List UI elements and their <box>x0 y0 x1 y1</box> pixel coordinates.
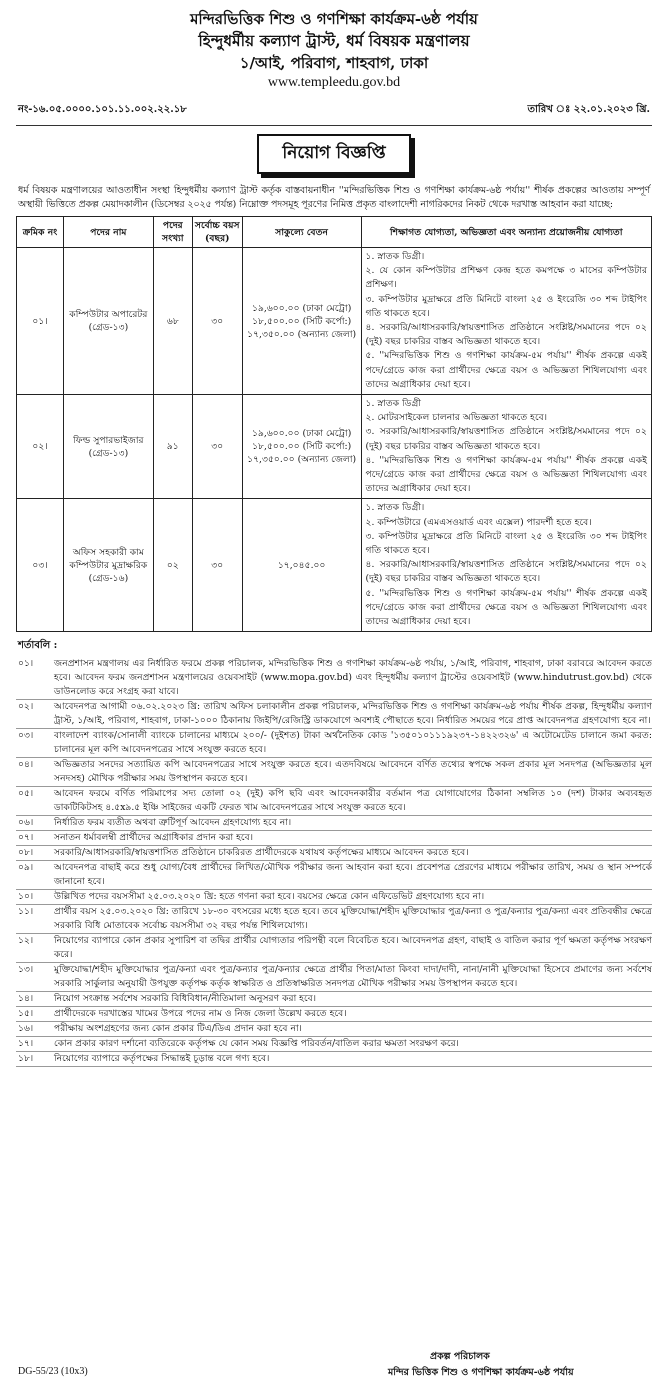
term-number: ১১। <box>18 906 34 918</box>
terms-list <box>16 657 652 1067</box>
term-number: ১০। <box>18 891 34 903</box>
row-serial: ০২। <box>17 395 64 499</box>
term-item <box>16 963 652 992</box>
term-number: ১৪। <box>18 993 34 1005</box>
signatory-title: প্রকল্প পরিচালক <box>430 1351 490 1362</box>
term-number: ০৯। <box>18 862 34 874</box>
term-item <box>16 861 652 890</box>
row-age: ৩০ <box>192 499 242 632</box>
term-number: ০৮। <box>18 847 34 859</box>
term-item <box>16 787 652 816</box>
row-serial: ০১। <box>17 248 64 395</box>
qualification-item: ২. কম্পিউটারে (এমএসওয়ার্ড এবং এক্সেল) পারদর্শী হতে হবে। <box>365 516 592 528</box>
qualification-item: ৫. ''মন্দিরভিত্তিক শিশু ও গণশিক্ষা কার্যক্রম-৫ম পর্যায়'' শীর্ষক প্রকল্পে একই পদে/গ্রেডে কাজ করা প্রার্থীদের ক্ষেত্রে বয়স ও অভিজ্ঞতা শিথিলযোগ্য এবং তাদের অগ্রাধিকার দেয়া হবে। <box>365 587 647 628</box>
row-post: কম্পিউটার অপারেটর (গ্রেড-১৩) <box>63 248 153 395</box>
term-number: ০৬। <box>18 817 34 829</box>
col-serial: ক্রমিক নং <box>17 217 64 248</box>
row-post: অফিস সহকারী কাম কম্পিউটার মুদ্রাক্ষরিক (গ্রেড-১৬) <box>63 499 153 632</box>
qualification-item: ৪. সরকারি/আধাসরকারি/স্বায়ত্তশাসিত প্রতিষ্ঠানে সংশ্লিষ্ট/সমমানের পদে ০২ (দুই) বছর চাকরির বাস্তব অভিজ্ঞতা থাকতে হবে। <box>365 559 647 585</box>
term-text: বাংলাদেশ ব্যাংক/সোনালী ব্যাংকে চালানের মাধ্যমে ২০০/- (দুইশত) টাকা অর্থনৈতিক কোড '১৩৫০১০১১১৯২৩৭-১৪২২৩২৬' এ অটোমেটেড চালানে জমা করত: চালানের মূল কপি আবেদনপত্রের সাথে সংযুক্ত করতে হবে। <box>54 730 652 756</box>
term-item <box>16 1037 652 1052</box>
term-text: প্রার্থীর বয়স ২৫.০৩.২০২০ খ্রি: তারিখে ১৮-৩০ বৎসরের মধ্যে হতে হবে। তবে মুক্তিযোদ্ধা/শহীদ মুক্তিযোদ্ধার পুত্র/কন্যা ও পুত্র/কন্যার পুত্র/কন্যা এবং প্রতিবন্ধীর ক্ষেত্রে সরকারি বিধি মোতাবেক সর্বোচ্চ বয়সসীমা ৩২ বছর পর্যন্ত শিথিলযোগ্য। <box>54 906 652 932</box>
notice-footer <box>0 1344 668 1384</box>
row-post: ফিল্ড সুপারভাইজার (গ্রেড-১৩) <box>63 395 153 499</box>
intro-paragraph: ধর্ম বিষয়ক মন্ত্রণালয়ের আওতাধীন সংস্থা হিন্দুধর্মীয় কল্যাণ ট্রাস্ট কর্তৃক বাস্তবায়নাধীন ''মন্দিরভিত্তিক শিশু ও গণশিক্ষা কার্যক্রম-৬ষ্ঠ পর্যায়'' শীর্ষক প্রকল্পের আওতায় সম্পূর্ণ অস্থায়ী ভিত্তিতে প্রকল্প মেয়াদকালীন (ডিসেম্বর ২০২৫ পর্যন্ত) নিম্নোক্ত পদসমূহ পূরণের নিমিত্ত প্রকৃত বাংলাদেশী নাগরিকদের নিকট থেকে দরখাস্ত আহবান করা যাচ্ছে: <box>18 185 650 210</box>
row-qualification <box>361 499 651 632</box>
term-number: ০২। <box>18 701 34 713</box>
term-item <box>16 890 652 905</box>
qualification-item: ২. যে কোন কম্পিউটার প্রশিক্ষণ কেন্দ্র হতে কমপক্ষে ৩ মাসের কম্পিউটার প্রশিক্ষণ। <box>365 265 647 291</box>
row-count: ৬৮ <box>153 248 192 395</box>
term-number: ১২। <box>18 935 34 947</box>
qualification-item: ৩. কম্পিউটার মুদ্রাক্ষরে প্রতি মিনিটে বাংলা ২৫ ও ইংরেজি ৩০ শব্দ টাইপিং গতি থাকতে হবে। <box>365 293 647 319</box>
row-salary: ১৯,৬০০.০০ (ঢাকা মেট্রো) ১৮,৫০০.০০ (সিটি কর্পো:) ১৭,৩৫০.০০ (অন্যান্য জেলা) <box>242 395 361 499</box>
term-item <box>16 934 652 963</box>
signatory-project: মন্দির ভিত্তিক শিশু ও গণশিক্ষা কার্যক্রম-৬ষ্ঠ পর্যায় <box>388 1367 574 1378</box>
term-number: ০৫। <box>18 788 34 800</box>
term-text: কোন প্রকার কারণ দর্শানো ব্যতিরেকে কর্তৃপক্ষ যে কোন সময় বিজ্ঞপ্তি পরিবর্তন/বাতিল করার ক্ষমতা সংরক্ষণ করে। <box>54 1038 459 1050</box>
term-text: সনাতন ধর্মাবলম্বী প্রার্থীদের অগ্রাধিকার প্রদান করা হবে। <box>54 832 254 844</box>
term-text: নিয়োগ সংক্রান্ত সর্বশেষ সরকারি বিধিবিধান/নীতিমালা অনুসরণ করা হবে। <box>54 993 317 1005</box>
col-salary: সাকুল্যে বেতন <box>242 217 361 248</box>
term-number: ১৩। <box>18 964 34 976</box>
term-number: ০৩। <box>18 730 34 742</box>
notice-header <box>0 8 668 92</box>
vacancy-table <box>16 216 652 632</box>
col-post: পদের নাম <box>63 217 153 248</box>
term-text: নিয়োগের ব্যাপারে কর্তৃপক্ষের সিদ্ধান্তই চূড়ান্ত বলে গণ্য হবে। <box>54 1053 270 1065</box>
term-item <box>16 905 652 934</box>
reference-row <box>0 102 668 119</box>
row-qualification <box>361 395 651 499</box>
term-item <box>16 1022 652 1037</box>
notice-title: নিয়োগ বিজ্ঞপ্তি <box>257 134 411 174</box>
term-text: জনপ্রশাসন মন্ত্রণালয় এর নির্ধারিত ফরমে প্রকল্প পরিচালক, মন্দিরভিত্তিক শিশু ও গণশিক্ষা কার্যক্রম-৬ষ্ঠ পর্যায়, ১/আই, পরিবাগ, শাহবাগ, ঢাকা বরাবরে আবেদন করতে হবে। আবেদন ফরম জনপ্রশাসন মন্ত্রণালয়ের ওয়েবসাইট (www.mopa.gov.bd) এবং হিন্দুধর্মীয় কল্যাণ ট্রাস্টের ওয়েবসাইট (www.hindutrust.gov.bd) থেকে ডাউনলোড করে সংগ্রহ করা যাবে। <box>54 658 652 698</box>
office-address: ১/আই, পরিবাগ, শাহবাগ, ঢাকা <box>239 54 429 72</box>
term-text: অভিজ্ঞতার সনদের সত্যায়িত কপি আবেদনপত্রের সাথে সংযুক্ত করতে হবে। এতদবিষয়ে আবেদনে বর্ণিত তথ্যের স্বপক্ষে সকল প্রকার মূল সনদপত্র (অভিজ্ঞতার মূল সনদসহ) মৌখিক পরীক্ষার সময় উপস্থাপন করতে হবে। <box>54 759 652 785</box>
row-salary: ১৭,০৪৫.০০ <box>242 499 361 632</box>
qualification-item: ১. স্নাতক ডিগ্রী। <box>365 251 425 262</box>
term-text: আবেদনপত্র আগামী ০৬.০২.২০২৩ খ্রি: তারিখ অফিস চলাকালীন প্রকল্প পরিচালক, মন্দিরভিত্তিক শিশু ও গণশিক্ষা কার্যক্রম-৬ষ্ঠ পর্যায় শীর্ষক প্রকল্প, হিন্দুধর্মীয় কল্যাণ ট্রাস্ট, ১/আই, পরিবাগ, শাহবাগ, ঢাকা-১০০০ ঠিকানায় জিইপি/রেজিস্ট্রি ডাকযোগে অবশ্যই পৌছাতে হবে। নির্ধারিত সময়ের পরে প্রাপ্ত আবেদনপত্র গ্রহণযোগ্য হবে না। <box>54 701 652 727</box>
col-age: সর্বোচ্চ বয়স (বছর) <box>192 217 242 248</box>
table-row <box>17 499 652 632</box>
trust-ministry-name: হিন্দুধর্মীয় কল্যাণ ট্রাস্ট, ধর্ম বিষয়ক মন্ত্রণালয় <box>198 31 470 50</box>
table-row <box>17 248 652 395</box>
term-item <box>16 657 652 700</box>
qualification-item: ১. স্নাতক ডিগ্রী। <box>365 502 425 514</box>
term-text: নির্ধারিত ফরম ব্যতীত অথবা ত্রুটিপূর্ণ আবেদন গ্রহণযোগ্য হবে না। <box>54 817 292 829</box>
qualification-item: ৩. সরকারি/আধাসরকারি/স্বায়ত্তশাসিত প্রতিষ্ঠানে সংশ্লিষ্ট/সমমানের পদে ০২ (দুই) বছর চাকরির বাস্তব অভিজ্ঞতা থাকতে হবে। <box>365 426 647 452</box>
ad-code: DG-55/23 (10x3) <box>18 1366 88 1377</box>
row-age: ৩০ <box>192 395 242 499</box>
term-number: ০৭। <box>18 832 34 844</box>
notice-date: তারিখ ঃ ২২.০১.২০২৩ খ্রি. <box>527 104 650 115</box>
term-number: ০৪। <box>18 759 34 771</box>
memo-number: নং-১৬.০৫.০০০০.১০১.১১.০০২.২২.১৮ <box>18 104 187 115</box>
term-item <box>16 729 652 758</box>
website-link[interactable]: www.templeedu.gov.bd <box>267 75 401 90</box>
table-header-row <box>17 217 652 248</box>
row-serial: ০৩। <box>17 499 64 632</box>
terms-heading: শর্তাবলি : <box>18 640 58 652</box>
project-name: মন্দিরভিত্তিক শিশু ও গণশিক্ষা কার্যক্রম-৬ষ্ঠ পর্যায় <box>190 10 478 28</box>
row-count: ৯১ <box>153 395 192 499</box>
qualification-item: ৪. ''মন্দিরভিত্তিক শিশু ও গণশিক্ষা কার্যক্রম-৫ম পর্যায়'' শীর্ষক প্রকল্পে একই পদে/গ্রেডে কাজ করা প্রার্থীদের ক্ষেত্রে বয়স ও অভিজ্ঞতা শিথিলযোগ্য এবং তাদের অগ্রাধিকার দেয়া হবে। <box>365 454 647 495</box>
term-number: ১৭। <box>18 1038 34 1050</box>
term-item <box>16 1007 652 1022</box>
qualification-item: ৪. সরকারি/আধাসরকারি/স্বায়ত্তশাসিত প্রতিষ্ঠানে সংশ্লিষ্ট/সমমানের পদে ০২ (দুই) বছর চাকরির বাস্তব অভিজ্ঞতা থাকতে হবে। <box>365 322 647 348</box>
qualification-item: ৩. কম্পিউটার মুদ্রাক্ষরে প্রতি মিনিটে বাংলা ২৫ ও ইংরেজি ৩০ শব্দ টাইপিং গতি থাকতে হবে। <box>365 530 647 557</box>
qualification-item: ১. স্নাতক ডিগ্রী <box>365 398 421 410</box>
term-item <box>16 1052 652 1067</box>
term-item <box>16 992 652 1007</box>
row-count: ০২ <box>153 499 192 632</box>
header-divider <box>16 125 652 126</box>
term-text: পরীক্ষায় অংশগ্রহণের জন্য কোন প্রকার টিএ/ডিএ প্রদান করা হবে না। <box>54 1023 302 1035</box>
col-qualification: শিক্ষাগত যোগ্যতা, অভিজ্ঞতা এবং অন্যান্য প্রয়োজনীয় যোগ্যতা <box>361 217 651 248</box>
term-item <box>16 816 652 831</box>
term-number: ১৫। <box>18 1008 34 1020</box>
term-text: নিয়োগের ব্যাপারে কোন প্রকার সুপারিশ বা তদ্বির প্রার্থীর যোগ্যতার পরিপন্থী বলে বিবেচিত হবে। আবেদনপত্র গ্রহণ, বাছাই ও বাতিল করার পূর্ণ ক্ষমতা কর্তৃপক্ষ সংরক্ষণ করে। <box>54 935 652 961</box>
qualification-item: ২. মোটরসাইকেল চালনার অভিজ্ঞতা থাকতে হবে। <box>365 412 548 424</box>
col-count: পদের সংখ্যা <box>153 217 192 248</box>
term-text: মুক্তিযোদ্ধা/শহীদ মুক্তিযোদ্ধার পুত্র/কন্যা এবং পুত্র/কন্যার পুত্র/কন্যার ক্ষেত্রে প্রার্থীর পিতা/মাতা কিংবা দাদা/দাদী, নানা/নানী মুক্তিযোদ্ধা হিসেবে প্রমাণের জন্য সর্বশেষ সরকারি সার্কুলার অনুযায়ী উপযুক্ত কর্তৃপক্ষ কর্তৃক স্বাক্ষরিত ও প্রতিস্বাক্ষরিত সনদপত্র মৌখিক পরীক্ষার সময় উপস্থাপন করতে হবে। <box>54 964 652 990</box>
term-item <box>16 846 652 861</box>
term-number: ০১। <box>18 658 34 670</box>
term-item <box>16 700 652 729</box>
term-text: প্রার্থীদেরকে দরখাস্তের খামের উপরে পদের নাম ও নিজ জেলা উল্লেখ করতে হবে। <box>54 1008 347 1020</box>
term-item <box>16 758 652 787</box>
row-salary: ১৯,৬০০.০০ (ঢাকা মেট্রো) ১৮,৫০০.০০ (সিটি কর্পো:) ১৭,৩৫০.০০ (অন্যান্য জেলা) <box>242 248 361 395</box>
term-text: উল্লিখিত পদের বয়সসীমা ২৫.০৩.২০২০ খ্রি: হতে গণনা করা হবে। বয়সের ক্ষেত্রে কোন এফিডেভিট গ্রহণযোগ্য হবে না। <box>54 891 485 903</box>
term-text: আবেদন ফরমে বর্ণিত পরিমাপের সদ্য তোলা ০২ (দুই) কপি ছবি এবং আবেদনকারীর বর্তমান পত্র যোগাযোগের ঠিকানা সম্বলিত ১০ (দশ) টাকার অব্যবহৃত ডাকটিকিটসহ ৪.৫x৯.৫ ইঞ্চি সাইজের একটি ফেরত খাম আবেদনপত্রের সাথে সংযুক্ত করতে হবে। <box>54 788 652 814</box>
table-row <box>17 395 652 499</box>
term-text: সরকারি/আধাসরকারি/স্বায়ত্তশাসিত প্রতিষ্ঠানে চাকরিরত প্রার্থীদেরকে যথাযথ কর্তৃপক্ষের মাধ্যমে আবেদন করতে হবে। <box>54 847 469 859</box>
term-text: আবেদনপত্র বাছাই করে শুধু যোগ্য/বৈধ প্রার্থীদের লিখিত/মৌখিক পরীক্ষার জন্য আহবান করা হবে। প্রবেশপত্র প্রেরণের মাধ্যমে পরীক্ষার তারিখ, সময় ও স্থান সম্পর্কে জানানো হবে। <box>54 862 652 888</box>
row-qualification <box>361 248 651 395</box>
qualification-item: ৫. ''মন্দিরভিত্তিক শিশু ও গণশিক্ষা কার্যক্রম-৫ম পর্যায়'' শীর্ষক প্রকল্পে একই পদে/গ্রেডে কাজ করা প্রার্থীদের ক্ষেত্রে বয়স ও অভিজ্ঞতা শিথিলযোগ্য এবং তাদের অগ্রাধিকার দেয়া হবে। <box>365 350 647 390</box>
term-item <box>16 831 652 846</box>
row-age: ৩০ <box>192 248 242 395</box>
term-number: ১৮। <box>18 1053 34 1065</box>
term-number: ১৬। <box>18 1023 34 1035</box>
